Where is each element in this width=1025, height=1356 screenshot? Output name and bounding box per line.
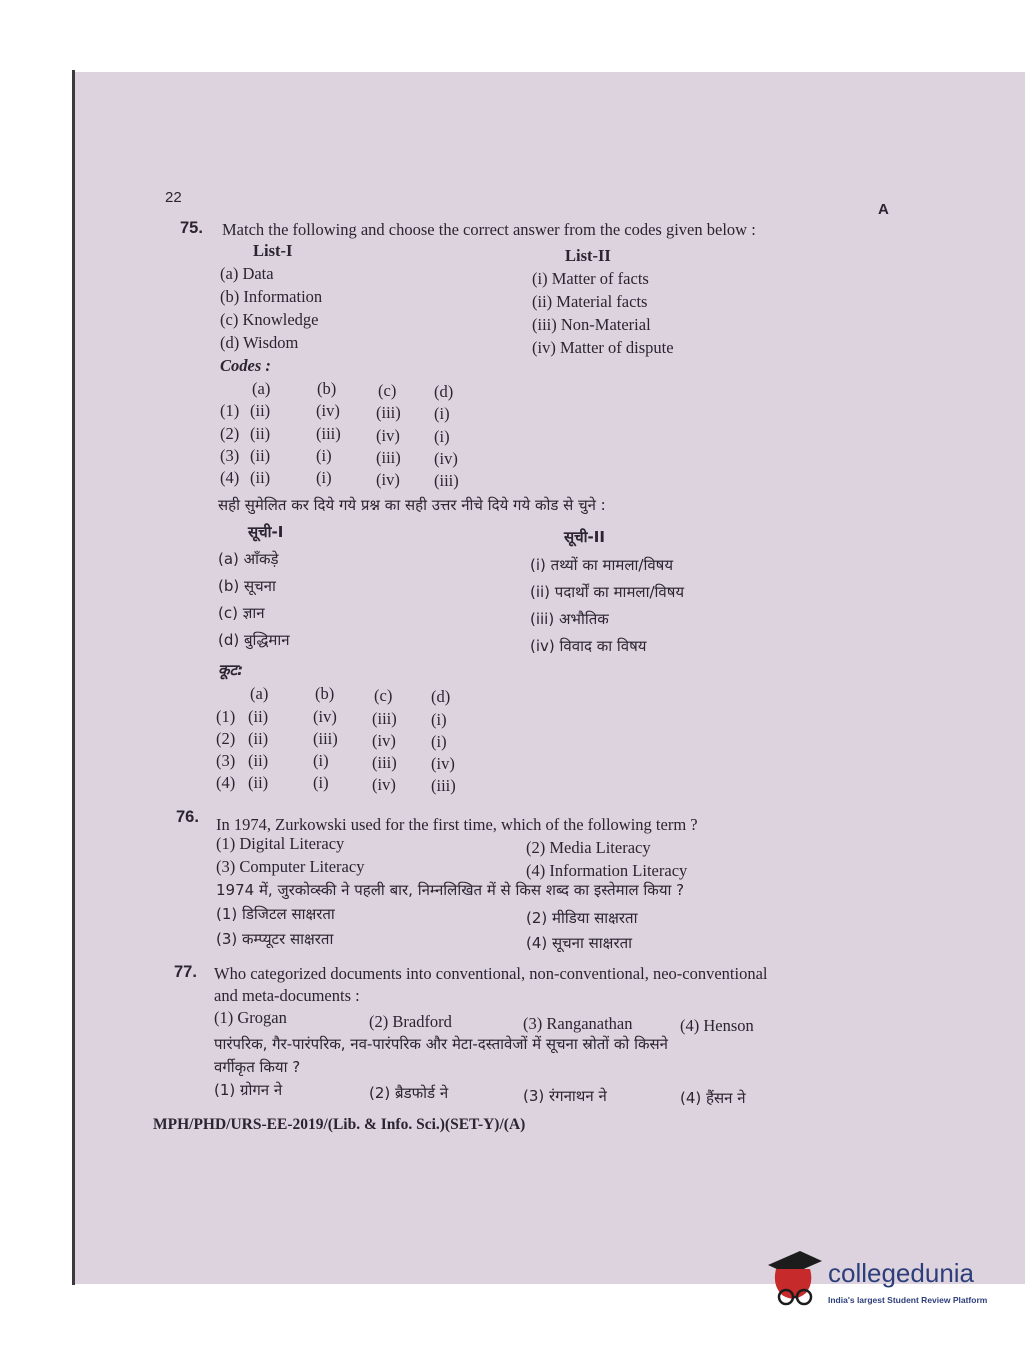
code-cell: (i) — [313, 751, 329, 770]
q76-option: (4) Information Literacy — [526, 861, 688, 880]
q76-option-hi: (4) सूचना साक्षरता — [526, 934, 633, 952]
q77-option-hi: (2) ब्रैडफोर्ड ने — [369, 1084, 449, 1102]
code-cell: (iv) — [316, 401, 340, 420]
code-cell: (iii) — [431, 776, 456, 795]
q75-list1-item-hi: (b) सूचना — [218, 577, 276, 595]
q77-option: (2) Bradford — [369, 1012, 452, 1031]
code-cell: (iii) — [434, 471, 459, 490]
code-cell: (ii) — [248, 773, 269, 792]
set-letter: A — [878, 201, 889, 218]
code-cell: (ii) — [250, 446, 271, 465]
q75-list2-item-hi: (iii) अभौतिक — [530, 610, 609, 628]
q77-option: (1) Grogan — [214, 1008, 287, 1027]
q75-codes-label: Codes : — [220, 356, 271, 375]
code-cell: (i) — [431, 732, 447, 751]
q75-list1-item-hi: (d) बुद्धिमान — [218, 631, 290, 649]
q75-list2-item: (ii) Material facts — [532, 292, 648, 311]
footer-paper-code: MPH/PHD/URS-EE-2019/(Lib. & Info. Sci.)(SET-Y)/(A) — [153, 1116, 526, 1133]
q76-option-hi: (3) कम्प्यूटर साक्षरता — [216, 930, 334, 948]
code-cell: (ii) — [250, 401, 271, 420]
code-cell: (iii) — [372, 709, 397, 728]
code-option: (2) — [216, 729, 236, 748]
q75-stem-hi: सही सुमेलित कर दिये गये प्रश्न का सही उत्तर नीचे दिये गये कोड से चुने : — [218, 496, 606, 514]
q75-list1-heading-hi: सूची-I — [248, 523, 284, 541]
q75-list1-item: (a) Data — [220, 264, 274, 283]
code-option: (4) — [220, 468, 240, 487]
codes-header: (a) — [252, 379, 271, 398]
q76-stem-en: In 1974, Zurkowski used for the first time, which of the following term ? — [216, 815, 698, 834]
code-cell: (ii) — [250, 424, 271, 443]
q77-stem-en-line1: Who categorized documents into conventional, non-conventional, neo-conventional — [214, 964, 768, 983]
code-cell: (iv) — [434, 449, 458, 468]
watermark-tagline: India's largest Student Review Platform — [828, 1295, 988, 1305]
question-number-76: 76. — [176, 808, 199, 826]
code-cell: (iii) — [372, 753, 397, 772]
q75-list2-item-hi: (ii) पदार्थों का मामला/विषय — [530, 583, 685, 601]
codes-header: (c) — [374, 686, 393, 705]
code-cell: (i) — [313, 773, 329, 792]
q75-list1-item-hi: (a) आँकड़े — [218, 550, 279, 568]
q75-list1-heading: List-I — [253, 241, 293, 260]
code-cell: (ii) — [250, 468, 271, 487]
q75-list1-item-hi: (c) ज्ञान — [218, 604, 265, 622]
code-cell: (i) — [434, 404, 450, 423]
q77-option: (3) Ranganathan — [523, 1014, 633, 1033]
q76-option-hi: (2) मीडिया साक्षरता — [526, 909, 638, 927]
question-number-75: 75. — [180, 219, 203, 237]
code-cell: (iv) — [372, 775, 396, 794]
code-option: (3) — [220, 446, 240, 465]
code-option: (2) — [220, 424, 240, 443]
q76-option-hi: (1) डिजिटल साक्षरता — [216, 905, 335, 923]
watermark-name: collegedunia — [828, 1258, 975, 1288]
code-cell: (iii) — [316, 424, 341, 443]
code-cell: (ii) — [248, 707, 269, 726]
q77-option-hi: (4) हैंसन ने — [680, 1089, 746, 1107]
code-cell: (iii) — [376, 448, 401, 467]
code-cell: (i) — [434, 427, 450, 446]
q75-stem-en: Match the following and choose the correct answer from the codes given below : — [222, 220, 756, 239]
codes-header: (c) — [378, 381, 397, 400]
page-number: 22 — [165, 189, 182, 206]
codes-header: (d) — [434, 382, 454, 401]
q77-stem-hi-line2: वर्गीकृत किया ? — [214, 1058, 301, 1076]
code-cell: (iv) — [313, 707, 337, 726]
q75-list2-item-hi: (i) तथ्यों का मामला/विषय — [530, 556, 674, 574]
q75-codes-label-hi: कूट: — [218, 661, 244, 679]
code-cell: (ii) — [248, 729, 269, 748]
q75-list2-heading: List-II — [565, 246, 611, 265]
code-cell: (iii) — [376, 403, 401, 422]
q75-list2-item-hi: (iv) विवाद का विषय — [530, 637, 647, 655]
q75-list2-item: (iii) Non-Material — [532, 315, 651, 334]
code-cell: (iii) — [313, 729, 338, 748]
q77-stem-en-line2: and meta-documents : — [214, 986, 360, 1005]
q77-option: (4) Henson — [680, 1016, 754, 1035]
code-cell: (i) — [431, 710, 447, 729]
q76-option: (2) Media Literacy — [526, 838, 651, 857]
q76-option: (1) Digital Literacy — [216, 834, 345, 853]
q77-stem-hi-line1: पारंपरिक, गैर-पारंपरिक, नव-पारंपरिक और मेटा-दस्तावेजों में सूचना स्रोतों को किसने — [214, 1035, 668, 1053]
q75-list2-heading-hi: सूची-II — [564, 528, 605, 546]
code-cell: (iv) — [376, 470, 400, 489]
q76-option: (3) Computer Literacy — [216, 857, 365, 876]
codes-header: (b) — [315, 684, 335, 703]
codes-header: (a) — [250, 684, 269, 703]
code-cell: (iv) — [372, 731, 396, 750]
q75-list1-item: (c) Knowledge — [220, 310, 319, 329]
q75-list1-item: (d) Wisdom — [220, 333, 299, 352]
q75-list1-item: (b) Information — [220, 287, 323, 306]
code-option: (3) — [216, 751, 236, 770]
code-option: (4) — [216, 773, 236, 792]
code-cell: (iv) — [376, 426, 400, 445]
code-cell: (ii) — [248, 751, 269, 770]
codes-header: (d) — [431, 687, 451, 706]
q75-list2-item: (iv) Matter of dispute — [532, 338, 674, 357]
question-number-77: 77. — [174, 963, 197, 981]
q76-stem-hi: 1974 में, जुरकोव्स्की ने पहली बार, निम्नलिखित में से किस शब्द का इस्तेमाल किया ? — [216, 881, 685, 899]
code-option: (1) — [220, 401, 240, 420]
code-cell: (iv) — [431, 754, 455, 773]
codes-header: (b) — [317, 379, 337, 398]
q77-option-hi: (3) रंगनाथन ने — [523, 1087, 607, 1105]
code-cell: (i) — [316, 468, 332, 487]
q77-option-hi: (1) ग्रोगन ने — [214, 1081, 283, 1099]
q75-list2-item: (i) Matter of facts — [532, 269, 649, 288]
code-option: (1) — [216, 707, 236, 726]
code-cell: (i) — [316, 446, 332, 465]
